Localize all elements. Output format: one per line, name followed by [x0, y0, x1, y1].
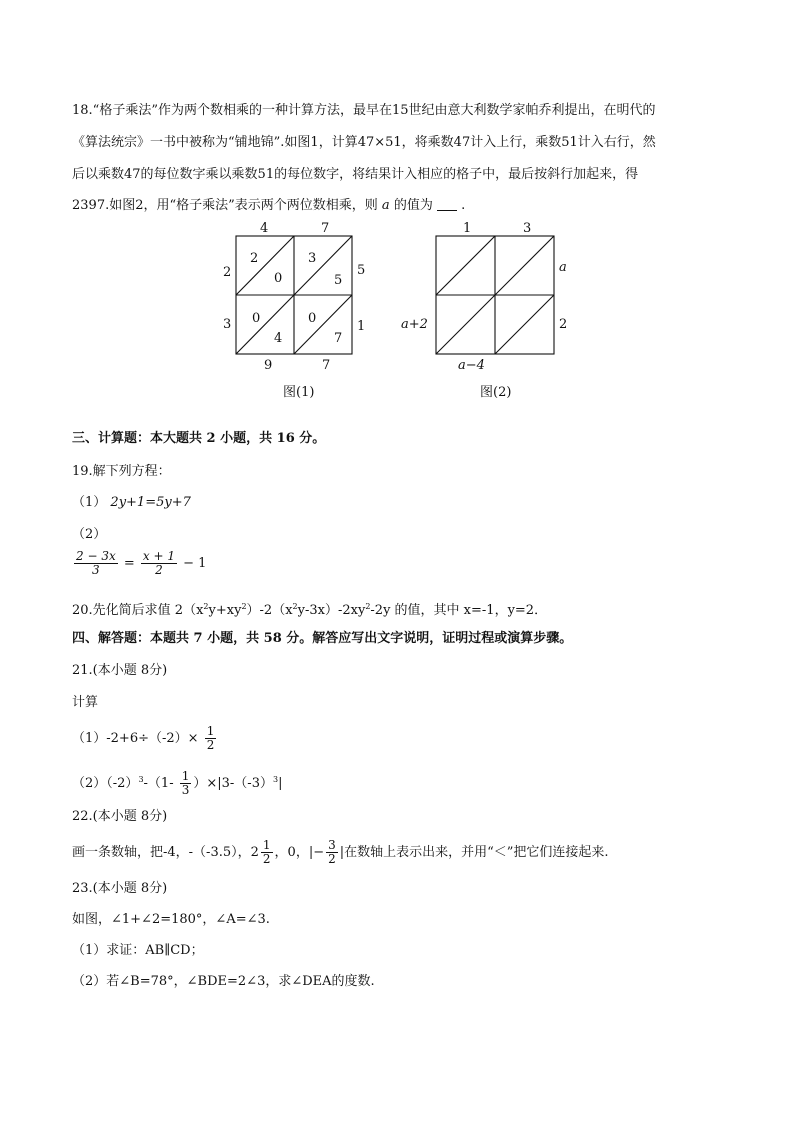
section-4-count: 7 [193, 631, 203, 646]
fig2-right-0: a [559, 260, 567, 275]
q20-part-a: 20.先化简后求值 2（x [72, 603, 204, 618]
section-3-title-b: 小题，共 [220, 431, 273, 446]
fig2-top-1: 3 [523, 221, 532, 236]
fig1-cell-2-upper: 3 [308, 251, 317, 266]
fig1-cell-1-lower: 0 [274, 271, 283, 286]
fig1-caption: 图(1) [283, 385, 315, 400]
q18-line-1: 18.“格子乘法”作为两个数相乘的一种计算方法，最早在15世纪由意大利数学家帕乔利提出，在明代的 [72, 103, 656, 118]
fig1-top-0: 4 [260, 221, 269, 236]
fig1-bottom-0: 9 [264, 358, 273, 373]
fig1-cell-3-upper: 0 [252, 311, 261, 326]
q19-rhs-fraction [141, 550, 177, 577]
q19-part-1 [72, 494, 191, 512]
q19-lhs-numerator: 2 − 3x [76, 549, 116, 563]
q19-stem: 19.解下列方程： [72, 464, 171, 479]
q18-period: . [461, 198, 466, 213]
fig2-right-1: 2 [559, 317, 568, 332]
q22-stem: 22.(本小题 8分) [72, 809, 168, 824]
section-4-title-a: 四、解答题：本题共 [72, 631, 190, 646]
q22-abs-denominator: 2 [328, 852, 336, 866]
q19-rhs-denominator: 2 [155, 563, 163, 577]
q18-line-4-tail: 的值为 [393, 198, 433, 213]
fig2-caption: 图(2) [480, 385, 512, 400]
q20-sup-4: 2 [365, 602, 371, 611]
q21-part-2-b: -（1- [143, 776, 174, 791]
q22-mixed-fraction [261, 839, 273, 866]
q19-part-1-expr: 2y+1=5y+7 [110, 495, 191, 510]
q21-part-2-sup-2: 3 [272, 775, 279, 784]
lattice-figures [210, 216, 580, 406]
section-3-heading [72, 430, 325, 448]
q21-part-1-denominator: 2 [206, 738, 215, 752]
q22-mixed-numerator: 1 [262, 838, 271, 852]
q20-part-b: y+xy [208, 603, 242, 618]
section-4-title-c: 分。解答应写出文字说明，证明过程或演算步骤。 [286, 631, 573, 646]
q21-part-2 [72, 763, 282, 801]
q19-lhs-denominator: 3 [92, 563, 100, 577]
fig2-left: a+2 [401, 317, 428, 332]
fig1-right-0: 5 [357, 263, 366, 278]
fig1-cell-1-upper: 2 [250, 251, 259, 266]
q20-text [72, 598, 547, 620]
q23-line-1: 如图，∠1+∠2=180°，∠A=∠3. [72, 912, 270, 927]
fig2-top-0: 1 [463, 221, 472, 236]
q21-part-2-numerator: 1 [181, 769, 190, 783]
section-4-title-b: 小题，共 [207, 631, 260, 646]
q20-sup-2: 2 [241, 602, 247, 611]
q21-part-1-fraction [205, 725, 217, 752]
q20-part-c: ）-2（x [246, 603, 293, 618]
q18-line-3: 后以乘数47的每位数字乘以乘数51的每位数字，将结果计入相应的格子中，最后按斜行加起来，得 [72, 167, 639, 182]
q22-mixed-denominator: 2 [262, 852, 271, 866]
q21-part-1-numerator: 1 [206, 724, 215, 738]
q19-part-2-equation [72, 550, 206, 577]
q19-rhs-numerator: x + 1 [142, 549, 176, 563]
q21-part-1 [72, 722, 218, 756]
fig1-right-1: 1 [357, 319, 366, 334]
q20-sup-1: 2 [203, 602, 209, 611]
q23-stem: 23.(本小题 8分) [72, 881, 168, 896]
q21-part-2-d: | [278, 776, 283, 791]
q23-part-2: （2）若∠B=78°，∠BDE=2∠3，求∠DEA的度数. [72, 974, 375, 989]
fig1-cell-3-lower: 4 [274, 331, 283, 346]
fig1-cell-4-lower: 7 [334, 331, 343, 346]
q21-stem: 21.(本小题 8分) [72, 663, 168, 678]
q18-line-4-text: 2397.如图2，用“格子乘法”表示两个两位数相乘，则 [72, 198, 378, 213]
q22-text [72, 836, 609, 870]
fig1-left-0: 2 [223, 265, 232, 280]
section-4-score: 58 [263, 631, 282, 646]
section-4-heading [72, 630, 572, 648]
fig1-cell-2-lower: 5 [334, 273, 343, 288]
figure-2 [436, 236, 554, 354]
q22-abs-numerator: 3 [328, 838, 336, 852]
q21-part-2-c: ）×|3-（-3） [193, 776, 273, 791]
section-3-count: 2 [206, 431, 216, 446]
q21-part-2-a: （2）（-2） [72, 776, 139, 791]
fig2-bottom: a−4 [458, 358, 485, 373]
q21-part-2-denominator: 3 [181, 783, 190, 797]
fig1-top-1: 7 [321, 221, 330, 236]
fig1-left-1: 3 [223, 317, 232, 332]
q21-sub: 计算 [72, 695, 99, 710]
answer-blank[interactable] [437, 198, 457, 211]
q19-equals: = [123, 556, 135, 571]
q20-sup-3: 2 [292, 602, 298, 611]
q21-part-1-text: （1）-2+6÷（-2）× [72, 731, 199, 746]
q19-lhs-fraction [74, 550, 118, 577]
q21-part-2-sup-1: 3 [138, 775, 144, 784]
q21-part-2-fraction [180, 770, 192, 797]
fig1-cell-4-upper: 0 [308, 311, 317, 326]
q18-variable-a: a [381, 198, 390, 213]
q22-text-a: 画一条数轴，把-4，-（-3.5），2 [72, 845, 259, 860]
q19-part-2-label: （2） [72, 527, 107, 542]
fig1-bottom-1: 7 [322, 358, 331, 373]
q20-part-e: -2y 的值，其中 x=-1，y=2． [370, 603, 548, 618]
section-3-title-a: 三、计算题：本大题共 [72, 431, 203, 446]
q18-line-4 [72, 197, 465, 215]
q23-part-1: （1）求证：AB∥CD； [72, 943, 204, 958]
q20-part-d: y-3x）-2xy [297, 603, 366, 618]
q22-abs-fraction [326, 839, 338, 866]
q19-part-1-label: （1） [72, 495, 107, 510]
section-3-score: 16 [276, 431, 295, 446]
q22-text-c: |在数轴上表示出来，并用“＜”把它们连接起来. [339, 845, 609, 860]
q18-line-2: 《算法统宗》一书中被称为“铺地锦”.如图1，计算47×51，将乘数47计入上行，乘数51计入右行，然 [72, 135, 656, 150]
q22-text-b: ，0，|− [274, 845, 325, 860]
q19-tail: − 1 [183, 556, 207, 571]
section-3-title-c: 分。 [299, 431, 326, 446]
